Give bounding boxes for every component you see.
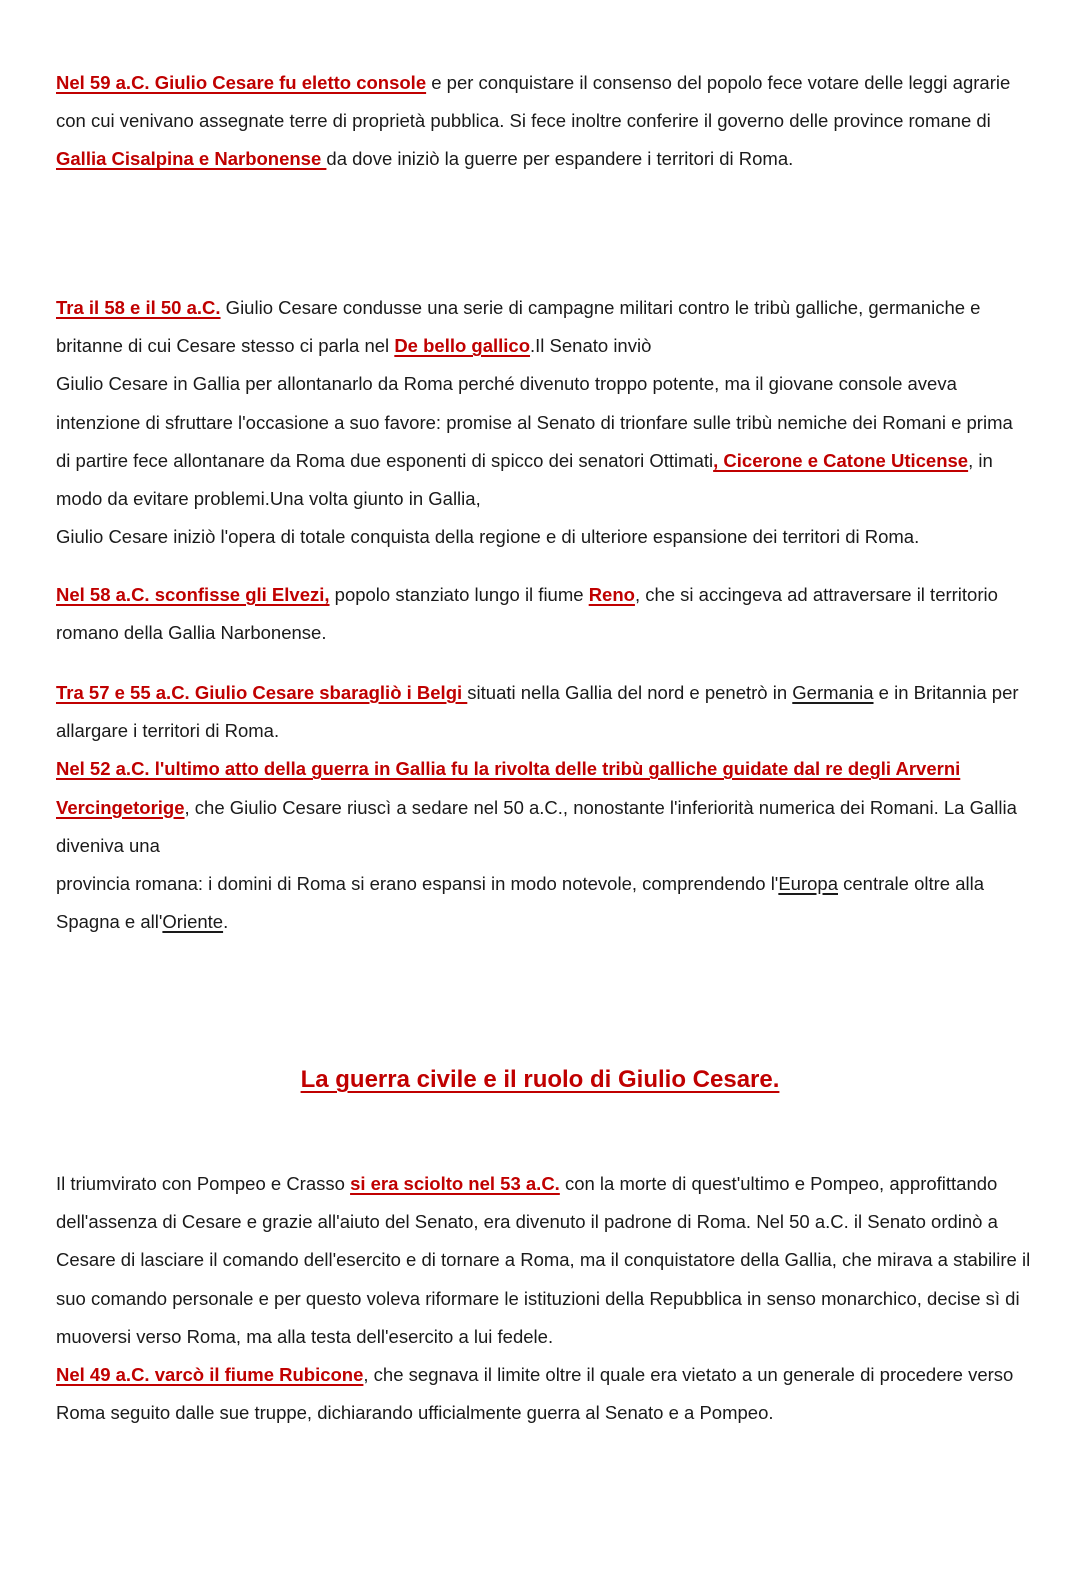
text-span: e in Britannia per allargare i territori di Roma. [56,682,1019,742]
section-heading: La guerra civile e il ruolo di Giulio Cesare. [300,1066,780,1093]
text-span: . [223,911,229,933]
paragraph-gallic-campaigns [56,289,1031,556]
text-span: , in modo da evitare problemi.Una volta giunto in Gallia, [56,449,993,510]
highlight-gallia-provinces: Gallia Cisalpina e Narbonense [56,148,327,170]
text-span: situati nella Gallia del nord e penetrò in [467,682,793,703]
highlight-cicerone-catone: , Cicerone e Catone Uticense [713,449,969,471]
highlight-de-bello-gallico: De bello gallico [394,335,531,357]
highlight-58-50: Tra il 58 e il 50 a.C. [56,297,221,318]
paragraph-civil-war [56,1165,1031,1432]
paragraph-elvezi [56,576,1031,652]
text-span: da dove iniziò la guerre per espandere i territori di Roma. [326,148,794,170]
text-span: , che segnava il limite oltre il quale era vietato a un generale di procedere verso Roma seguito dalle sue truppe, dichiarando ufficialmente guerra al Senato e a Pompeo. [56,1364,1014,1424]
text-span: popolo stanziato lungo il fiume [329,584,589,605]
paragraph-consulship [56,64,1031,179]
text-span: , che Giulio Cesare riuscì a sedare nel 50 a.C., nonostante l'inferiorità numerica dei Romani. La Gallia diveniva una [56,796,1017,856]
paragraph-belgi-vercingetorige [56,674,1031,941]
link-oriente: Oriente [162,911,224,933]
text-span: Il triumvirato con Pompeo e Crasso [56,1173,351,1194]
highlight-belgi: Tra 57 e 55 a.C. Giulio Cesare sbaragliò i Belgi [56,682,468,703]
highlight-consul-59: Nel 59 a.C. Giulio Cesare fu eletto console [56,72,427,93]
text-span: Giulio Cesare iniziò l'opera di totale conquista della regione e di ulteriore espansione dei territori di Roma. [56,526,920,548]
text-span: .Il Senato inviò [530,335,652,357]
highlight-rubicone: Nel 49 a.C. varcò il fiume Rubicone [56,1364,364,1386]
highlight-vercingetorige: Nel 52 a.C. l'ultimo atto della guerra in Gallia fu la rivolta delle tribù galliche guidate dal re degli Arverni Vercingetorige [56,758,961,818]
text-span: centrale oltre alla Spagna e all' [56,873,985,933]
highlight-elvezi: Nel 58 a.C. sconfisse gli Elvezi, [56,584,330,605]
text-span: con la morte di quest'ultimo e Pompeo, approfittando dell'assenza di Cesare e grazie all'aiuto del Senato, era divenuto il padrone di Roma. Nel 50 a.C. il Senato ordinò a [56,1173,998,1233]
text-span: Giulio Cesare in Gallia per allontanarlo da Roma perché divenuto troppo potente, ma il giovane console aveva intenzione di sfruttare l'occasione a suo favore: promise al Senato di trionfare sulle tribù nemiche dei Romani e prima di partire fece allontanare da Roma due esponenti di spicco dei senatori Ottimati [56,373,1013,471]
text-span: , che si accingeva ad attraversare il territorio romano della Gallia Narbonense. [56,584,998,644]
highlight-triumvirate-53: si era sciolto nel 53 a.C. [350,1173,560,1194]
link-europa: Europa [778,873,838,895]
text-span: Cesare di lasciare il comando dell'esercito e di tornare a Roma, ma il conquistatore della Gallia, che mirava a stabilire il suo comando personale e per questo voleva riformare le istituzioni della Repubblica in senso monarchico, decise sì di muoversi verso Roma, ma alla testa dell'esercito a lui fedele. [56,1249,1031,1347]
text-span: e per conquistare il consenso del popolo fece votare delle leggi agrarie con cui venivano assegnate terre di proprietà pubblica. Si fece inoltre conferire il governo delle province romane di [56,72,1011,132]
text-span: provincia romana: i domini di Roma si erano espansi in modo notevole, comprendendo l' [56,873,779,895]
link-germania: Germania [792,682,874,703]
text-span: Giulio Cesare condusse una serie di campagne militari contro le tribù galliche, germaniche e britanne di cui Cesare stesso ci parla nel [56,297,981,357]
highlight-reno: Reno [588,584,635,605]
